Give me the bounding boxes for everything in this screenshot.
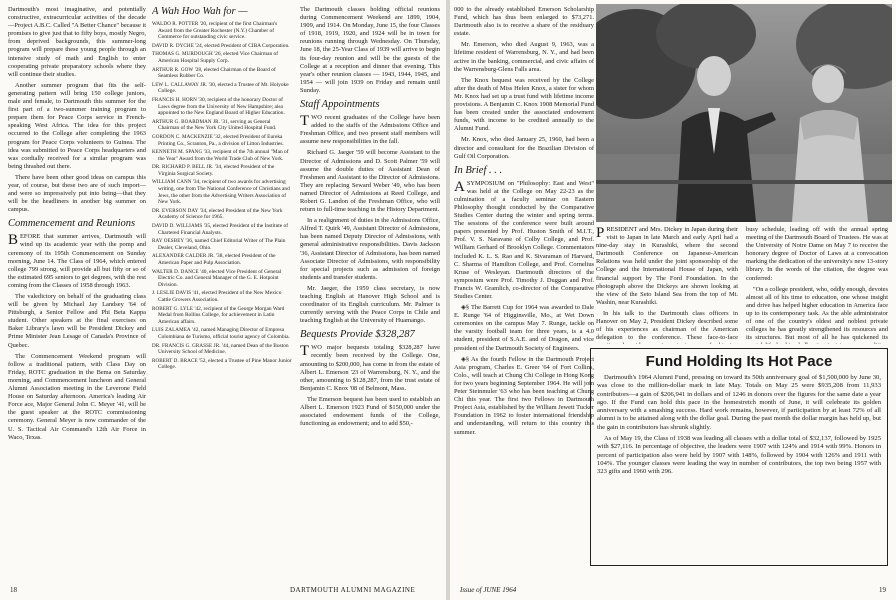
paragraph-text: WO recent graduates of the College have been added to the staffs of the Admissions Office and Freshman Office, and two present staff members will assume new responsibilities in the fall. xyxy=(300,114,440,146)
section-heading: Bequests Provide $328,287 xyxy=(300,329,415,341)
paragraph: ◈§ As the fourth Fellow in the Dartmouth Project Asia program, Charles E. Greer '64 of Fort Collins, Colo., will teach at Chung Chi College in Hong Kong for two years beginning September 1964. He will join Peter Steinmuler '63 who has been teaching at Chung Chi this year. The first two Fellows in Dartmouth Project Asia, established by the William Jewett Tucker Foundation in 1962 to foster international friendship and understanding, will return to this country this summer. xyxy=(454,355,594,436)
paragraph-text: RESIDENT and Mrs. Dickey in Japan during their visit to Japan in late March and early April had a nine-day stay in Kurashiki, where the second Dartmouth Conference on Japanese-American Relations was held under the joint sponsorship of the College and the International House of Japan, with financial support by The Ford Foundation. In the photograph above the Dickeys are shown looking at the view of the Seto Island Sea from the top of Mt. Washin, near Kurashiki. xyxy=(596,226,738,306)
roster-text: '40, elected Vice President of General Electric Co. and General Manager of the G. E. Hotpoint Division. xyxy=(158,268,282,288)
roster-entry xyxy=(152,164,292,177)
roster-text: '34, recipient of two awards for advertising writing, one from The National Conference of Christians and Jews, the other from the Advertising Writers Association of New York. xyxy=(158,179,290,206)
roster-name: GORDON C. MACKENZIE xyxy=(152,133,213,140)
roster-text: '30, recipient of the honorary Doctor of Laws degree from the University of New Hampshire; also appointed to the New England Board of Higher Education. xyxy=(158,96,285,117)
paragraph: The valedictory on behalf of the graduating class will be given by Michael Jay Landsey '64 of Pittsburgh, a Senior Fellow and Phi Beta Kappa student. Other speakers at the final exercises on Baker Library's lawn will be President Dickey and Prime Minister Jean Lesage of Canada's Province of Quebec. xyxy=(8,293,146,349)
roster-list xyxy=(152,21,292,371)
roster-text: '36, named Chief Editorial Writer of The Plain Dealer, Cleveland, Ohio. xyxy=(158,238,286,251)
roster-text: '26, elected Vice Chairman of American Hospital Supply Corp. xyxy=(158,51,279,64)
paragraph-text: SYMPOSIUM on "Philosophy: East and West" was held at the College on May 22-23 as the culmination of a faculty seminar on Eastern Philosophy thought conducted by the Comparative Studies Center during the winter and spring terms. The sessions of the conference were built around papers presented by Prof. Huston Smith of M.I.T., Prof. V. S. Naravane of Colby College, and Prof. William Gerhard of Brooklyn College. Commentators included K. L. S. Rao and K. Sivaraman of Harvard, C. Sharma of Hamilton College, and Prof. Cornelius Kruse of Wesleyan. Dartmouth directors of the symposium were Prof. Timothy J. Duggan and Prof. Francis W. Gramlich, co-director of the Comparative Studies Center. xyxy=(454,179,594,300)
roster-name: J. LESLIE DAVIS xyxy=(152,290,192,297)
roster-entry xyxy=(152,327,292,340)
roster-heading: A Wah Hoo Wah for — xyxy=(152,6,248,17)
paragraph: In a realignment of duties in the Admissions Office, Alfred T. Quirk '49, Assistant Director of Admissions, has been named Deputy Director of Admissions, with general administrative responsibilities. Davis Jackson '36, Assistant Director of Admissions, has been named Associate Director of Admissions, with responsibility for special projects such as admission of foreign students and transfer students. xyxy=(300,217,440,281)
roster-name: DR. EVERSON DAY xyxy=(152,207,199,214)
roster-text: '30, elected a Trustee of Mt. Holyoke College. xyxy=(158,81,289,95)
paragraph: The Knox bequest was received by the College after the death of Miss Helen Knox, a sister for whom Mr. Knox had set up a trust fund with lifetime income provisions. A Benjamin C. Knox 1908 Memorial Fund has been created under the associated endowment funds, with income to be credited annually to the Alumni Fund. xyxy=(454,76,594,133)
drop-cap: B xyxy=(8,232,19,249)
roster-name: WILLIAM CANN xyxy=(152,179,192,186)
paragraph: Mr. Knox, who died January 25, 1960, had been a director and consultant for the Brazilian Division of Gulf Oil Corporation. xyxy=(454,136,594,160)
paragraph: The Commencement Weekend program will follow a traditional pattern, with Class Day on Friday, ROTC graduation in the Bema on Saturday morning, and Commencement luncheon and General Alumni Association meeting in the Leverone Field House on Saturday afternoon. America's leading Air Force ace, Major General John C. Meyer '41, will be the guest speaker at the ROTC commissioning ceremony. General Meyer is now commander of the U. S. Tactical Air Command's 12th Air Force in Waco, Texas. xyxy=(8,352,146,441)
paragraph: There have been other good ideas on campus this year, of course, but these two are of such import—and were so impressively put into being—that they will be the headliners in another big summer on campus. xyxy=(8,173,146,214)
roster-entry xyxy=(152,290,292,303)
roster-entry xyxy=(152,97,292,117)
right-column-2 xyxy=(596,226,738,344)
roster-entry xyxy=(152,358,292,371)
roster-text: '42, recipient of the George Morgan Ward Medal from Rollins College, for achievement in Latin American affairs. xyxy=(158,305,285,325)
roster-entry xyxy=(152,149,292,162)
right-column-1 xyxy=(454,6,594,576)
paragraph: Mr. Emerson, who died August 9, 1963, was a lifetime resident of Warrensburg, N. Y., and had been active in the banking, commercial, and civic affairs of the Warrensburg-Glens Falls area. xyxy=(454,41,594,73)
right-column-3 xyxy=(746,226,888,344)
paragraph: Dartmouth's most imaginative, and potentially constructive, extracurricular activities of the decade—Project A.B.C. Called "A Better Chance" because it promises to give just that to fifty boys, mostly Negro, from deprived backgrounds, this summer-long program will prepare these young people through an intensive study of math and English to enter cooperating private preparatory schools where they will continue their studies. xyxy=(8,6,146,78)
roster-entry xyxy=(152,306,292,326)
roster-name: ARTHUR R. GOW xyxy=(152,66,194,73)
paragraph: 000 to the already established Emerson Scholarship Fund, which has thus been enlarged to $73,271. Dartmouth also is to receive a share of the residuary estate. xyxy=(454,6,594,38)
paragraph xyxy=(454,180,594,301)
roster-entry xyxy=(152,21,292,41)
paragraph: busy schedule, leading off with the annual spring meeting of the Dartmouth Board of Trustees. He was at the University of Notre Dame on May 7 to receive the honorary degree of Doctor of Laws at a convocation marking the dedication of the university's new 13-story library. In the words of the citation, the degree was conferred: xyxy=(746,226,888,282)
section-heading: Staff Appointments xyxy=(300,99,380,111)
fund-box-title: Fund Holding Its Hot Pace xyxy=(645,353,833,370)
roster-entry xyxy=(152,43,292,50)
drop-cap: P xyxy=(596,226,605,241)
running-head: DARTMOUTH ALUMNI MAGAZINE xyxy=(290,586,416,594)
left-column-3 xyxy=(300,6,440,576)
left-page xyxy=(0,0,446,600)
page-number: 19 xyxy=(879,586,886,594)
roster-entry xyxy=(152,82,292,95)
roster-entry xyxy=(152,208,292,221)
roster-entry xyxy=(152,343,292,356)
paragraph: Mr. Jaeger, the 1959 class secretary, is now teaching English at Hanover High School and is coordinator of its English curriculum. Mr. Palmer is currently serving with the Peace Corps in Chile and teaching English at the University of Huamango. xyxy=(300,284,440,325)
roster-text: '28, elected Chairman of the Board of Seamless Rubber Co. xyxy=(158,66,276,80)
roster-name: DR. RICHARD P. BELL JR. xyxy=(152,164,214,171)
photograph xyxy=(596,4,892,222)
roster-entry xyxy=(152,269,292,289)
left-column-1 xyxy=(8,6,146,574)
roster-text: '34, elected President of the New York Academy of Science for 1965. xyxy=(158,207,283,221)
roster-entry xyxy=(152,51,292,64)
roster-name: WALTER D. DANCE xyxy=(152,268,199,275)
roster-name: ROBERT D. BRACE xyxy=(152,357,198,364)
roster-name: DAVID R. DYCHE xyxy=(152,42,194,49)
roster-name: FRANCIS H. HORN xyxy=(152,96,197,103)
roster-entry xyxy=(152,67,292,80)
roster-name: KENNETH M. SPANG xyxy=(152,149,203,156)
paragraph: Another summer program that fits the self-generating pattern will bring 150 college juniors, male and female, to Dartmouth this summer for the first part of a two-summer training program to prepare them for Peace Corps service in French-speaking West Africa. The idea for this project occurred to the College after completing the 1963 program for Peace Corps volunteers to Guinea. The idea was submitted to Peace Corps headquarters and was cordially received for a similar program was being thrashed out there. xyxy=(8,81,146,170)
roster-entry xyxy=(152,238,292,251)
paragraph: The Emerson bequest has been used to establish an Albert L. Emerson 1923 Fund of $150,000 under the associated endowment funds of the College, functioning as endowment; and to add $50,- xyxy=(300,395,440,428)
roster-name: WALDO R. POTTER xyxy=(152,21,199,27)
paragraph xyxy=(300,344,440,393)
roster-name: RAY OESBEY xyxy=(152,238,185,245)
roster-text: '20, recipient of the first Chairman's Award from the Greater Rochester (N.Y.) Chamber of Commerce for outstanding civic service. xyxy=(158,21,278,41)
fund-box xyxy=(590,348,888,566)
roster-text: '38, elected President of the American Paper and Pulp Association. xyxy=(158,253,276,266)
roster-text: '41, elected President of the New Mexico Cattle Growers Association. xyxy=(158,290,282,303)
roster-text: '24, elected President of CIBA Corporation. xyxy=(195,42,290,49)
drop-cap: T xyxy=(300,113,310,130)
roster-entry xyxy=(152,223,292,236)
roster-text: '44, named Dean of the Boston University School of Medicine. xyxy=(158,342,289,356)
roster-name: ARTHUR G. BOARDMAN JR. xyxy=(152,118,220,125)
roster-name: DR. FRANCIS G. GRASSE JR. xyxy=(152,342,221,349)
section-heading: In Brief . . . xyxy=(454,164,503,176)
paragraph: Richard G. Jaeger '59 will become Assistant to the Director of Admissions and D. Scott Palmer '59 will assume the double duties of Assistant Dean of Freshmen and Assistant to the Director of Admissions. They are replacing Seward Weber '49, who has been named Director of Admissions at Reed College, and Robert G. Landon of the Freshman Office, who will return to full-time teaching in the History Department. xyxy=(300,149,440,214)
roster-text: '33, recipient of the 7th annual "Man of the Year" Award from the World Trade Club of New York. xyxy=(158,149,289,162)
roster-text: '35, elected President of the Institute of Chartered Financial Analysts. xyxy=(158,223,289,236)
roster-text: '32, elected President of Eureka Printing Co., Scranton, Pa., a division of Litton Industries. xyxy=(158,133,284,147)
left-column-2 xyxy=(152,4,292,576)
paragraph xyxy=(300,114,440,146)
roster-entry xyxy=(152,179,292,205)
paragraph: As of May 19, the Class of 1938 was leading all classes with a dollar total of $32,137, followed by 1925 with $27,116. In percentage of objective, the leaders were 1907 with 124% and 1914 with 99%. Honors in percent of participation also were held by 1907 with 148%, followed by 1904 with 126% and 1911 with 104%. The younger classes were leading the way in number of contributors, the top two being 1957 with 323 gifts and 1960 with 296. xyxy=(597,435,881,476)
roster-entry xyxy=(152,253,292,266)
roster-name: LEW L. CALLAWAY JR. xyxy=(152,81,208,88)
roster-name: ALEXANDER CALDER JR. xyxy=(152,253,215,260)
roster-name: ROBERT G. LYLE xyxy=(152,305,194,312)
roster-text: '42, named Managing Director of Empresa Colombiana de Turismo, official tourist agency of Colombia. xyxy=(158,327,290,340)
roster-text: '34, elected President of the Virginia Surgical Society. xyxy=(158,164,275,177)
paragraph xyxy=(596,226,738,307)
paragraph xyxy=(8,233,146,290)
roster-text: '31, serving as General Chairman of the New York City United Hospital Fund. xyxy=(158,118,277,132)
paragraph-text: EFORE that summer arrives, Dartmouth will wind up its academic year with the pomp and ceremony of its 195th Commencement on Sunday morning, June 14. The Class of 1964, which entered college 799 strong, will provide all but fifty or so of the estimated 695 seniors to get degrees, with the rest coming from the Classes of 1958 through 1963. xyxy=(8,233,146,289)
paragraph: "On a college president, who, oddly enough, devotes almost all of his time to education, one whose insight and drive has helped higher education in America face up to its contemporary task. As the able administrator of one of the country's oldest and noblest private colleges he has greatly strengthened its resources and its structures. But most of all he has quickened its xyxy=(746,285,888,342)
paragraph: Dartmouth's 1964 Alumni Fund, pressing on toward its 50th anniversary goal of $1,500,000 by June 30, was close to the million-dollar mark in late May. Totals on May 25 were $935,208 from 11,933 contributors—a gain of $206,941 in dollars and of 1246 in donors over the figures for the same date a year ago. If the Fund can hold this pace in the homestretch month of June, it will celebrate its golden anniversary with a smashing success. Hard work remains, however, if participation by at least 72% of all alumni is to be attained along with the dollar goal. During the past month the dollar margin has held up, but the gain in contributors has shrunk slightly. xyxy=(597,374,881,431)
photograph-icon xyxy=(596,4,892,222)
roster-text: '52, elected a Trustee of Pine Manor Junior College. xyxy=(158,357,292,371)
roster-name: THOMAS G. MURDOUGH xyxy=(152,51,213,58)
paragraph: In his talk to the Dartmouth class officers in Hanover on May 2, President Dickey described some of his experiences as chairman of the American delegation to the conference. These face-to-face xyxy=(596,309,738,342)
drop-cap: A xyxy=(454,178,465,195)
paragraph: The Dartmouth classes holding official reunions during Commencement Weekend are 1899, 1904, 1909, and 1914. On Monday, June 15, the four Classes of 1918, 1919, 1920, and 1924 will be in town for reunions running through Wednesday. On Thursday, June 18, the 25-Year Class of 1939 will arrive to begin its four-day reunion and will be the guests of the College at a reception and dinner that evening. This year's other reunion classes — 1943, 1944, 1945, and 1954 — will join 1939 on Friday and remain until Sunday. xyxy=(300,6,440,94)
roster-entry xyxy=(152,119,292,132)
paragraph: ◈§ The Barrett Cup for 1964 was awarded to Dale E. Runge '64 of Higginsville, Mo., at Wet Down ceremonies on the campus May 7. Runge, tackle on the varsity football team for three years, is a 4.0 student, president of S.A.E. and of Dragon, and vice president of the Dartmouth Society of Engineers. xyxy=(454,304,594,352)
page-number: 18 xyxy=(10,586,17,594)
running-head: Issue of JUNE 1964 xyxy=(460,586,517,594)
roster-name: LUIS ZALAMEA xyxy=(152,327,191,334)
drop-cap: T xyxy=(300,343,310,360)
fund-box-body xyxy=(597,374,881,480)
roster-entry xyxy=(152,134,292,147)
section-heading: Commencement and Reunions xyxy=(8,218,136,230)
paragraph-text: WO major bequests totaling $328,287 have recently been received by the College. One, amounting to $200,000, has come in from the estate of Albert L. Emerson '23 of Warrensburg, N. Y., and the other, amounting to $128,287, from the trust estate of Benjamin C. Knox '08 of Belmont, Mass. xyxy=(300,344,440,392)
roster-name: DAVID D. WILLIAMS xyxy=(152,223,203,230)
